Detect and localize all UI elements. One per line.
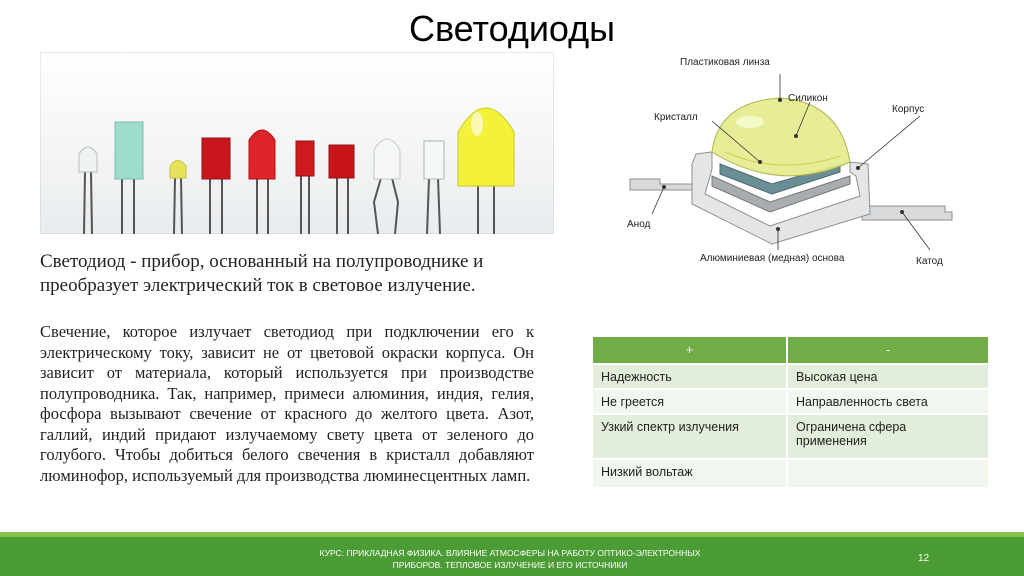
footer-course-text: КУРС: ПРИКЛАДНАЯ ФИЗИКА. ВЛИЯНИЕ АТМОСФЕРЫ НА РАБОТУ ОПТИКО-ЭЛЕКТРОННЫХ ПРИБОРОВ. ТЕПЛОВОЕ ИЗЛУЧЕНИЕ И ЕГО ИСТОЧНИКИ <box>319 548 701 570</box>
label-lens: Пластиковая линза <box>680 57 770 68</box>
cons-cell: Ограничена сфера применения <box>787 414 989 459</box>
pros-header: + <box>593 337 787 364</box>
label-housing: Корпус <box>892 104 925 115</box>
table-row <box>593 364 989 389</box>
cons-header: - <box>787 337 989 364</box>
pros-cell: Узкий спектр излучения <box>593 414 787 459</box>
label-base: Алюминиевая (медная) основа <box>700 253 845 264</box>
led-structure-diagram <box>600 44 1000 274</box>
footer <box>0 532 1024 576</box>
pros-cell: Низкий вольтаж <box>593 459 787 487</box>
label-crystal: Кристалл <box>654 112 698 123</box>
label-anode: Анод <box>627 219 651 230</box>
pros-cons-table <box>593 337 990 487</box>
body-text: Свечение, которое излучает светодиод при подключении его к электрическому току, зависит не от цветовой окраски корпуса. Он зависит от материала, который используется при производстве полупроводника. Так, например, примеси алюминия, индия, гелия, фосфора вызывают свечение от красного до желтого цвета. Азот, галлий, индий придают излучаемому свету цвета от зеленого до голубого. Чтобы добиться белого свечения в кристалл добавляют люминофор, используемый для производства люминесцентных ламп. <box>40 322 534 485</box>
cons-cell <box>787 459 989 487</box>
slide-title: Светодиоды <box>408 8 616 49</box>
cons-cell: Высокая цена <box>787 364 989 389</box>
table-row <box>593 414 989 459</box>
table-row <box>593 389 989 414</box>
cons-cell: Направленность света <box>787 389 989 414</box>
label-silicon: Силикон <box>788 93 828 104</box>
page-number: 12 <box>918 553 930 564</box>
pros-cell: Не греется <box>593 389 787 414</box>
pros-cell: Надежность <box>593 364 787 389</box>
label-cathode: Катод <box>916 256 943 267</box>
led-photo <box>40 52 554 234</box>
table-row <box>593 459 989 487</box>
intro-text: Светодиод - прибор, основанный на полупроводнике и преобразует электрический ток в световое излучение. <box>40 251 484 296</box>
